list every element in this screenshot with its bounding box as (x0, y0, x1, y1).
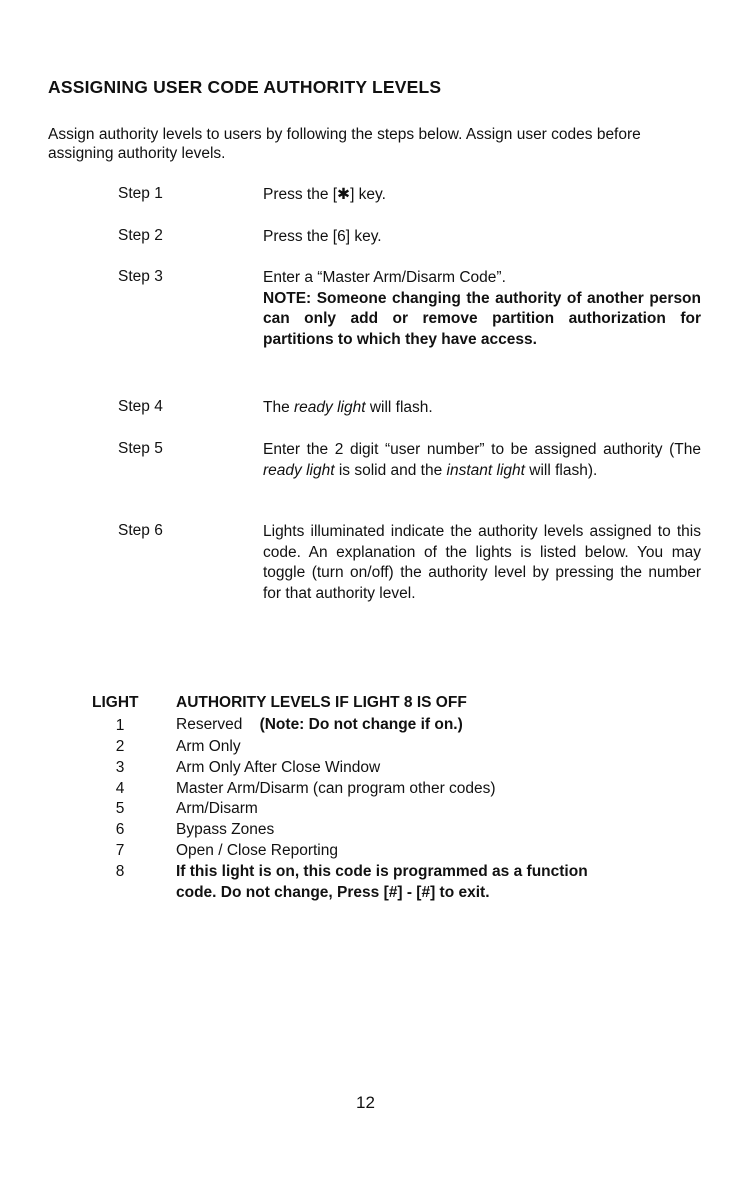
step-5-text-c: will flash). (524, 461, 598, 479)
light-number: 3 (115, 759, 125, 776)
light-column-header: LIGHT (92, 694, 139, 711)
step-5-ready-light: ready light (263, 461, 335, 479)
step-6-label: Step 6 (118, 522, 163, 539)
light-description (176, 715, 636, 736)
step-5-text-a: Enter the 2 digit “user number” to be assigned authority (The (263, 441, 701, 458)
step-2-text: Press the [6] key. (263, 228, 382, 245)
light-number: 1 (115, 717, 125, 734)
step-5-instant-light: instant light (446, 461, 525, 479)
step-5-content (263, 440, 701, 481)
light-note: (Note: Do not change if on.) (259, 716, 463, 733)
step-5-text-b: is solid and the (334, 461, 447, 479)
light-number: 5 (115, 800, 125, 817)
step-5-label: Step 5 (118, 440, 163, 457)
step-4-ready-light: ready light (294, 399, 366, 416)
step-3-content (263, 268, 701, 350)
step-4-text-a: The (263, 399, 295, 416)
light-description: Arm/Disarm (176, 800, 258, 817)
light-number: 2 (115, 738, 125, 755)
page-number: 12 (356, 1093, 375, 1112)
authority-column-header: AUTHORITY LEVELS IF LIGHT 8 IS OFF (176, 694, 467, 711)
page-title: ASSIGNING USER CODE AUTHORITY LEVELS (48, 77, 442, 97)
light-description: Open / Close Reporting (176, 842, 338, 859)
step-4-content (263, 398, 701, 419)
step-6-text: Lights illuminated indicate the authority levels assigned to this code. An explanation of the lights is listed below. You may toggle (turn on/off) the authority level by pressing the number for that authority level. (263, 523, 701, 602)
light-desc-text: Reserved (176, 716, 243, 733)
light-number: 4 (115, 780, 125, 797)
step-4-label: Step 4 (118, 398, 163, 415)
light-description: Arm Only (176, 738, 241, 755)
step-2-label: Step 2 (118, 227, 163, 244)
light-number: 7 (115, 842, 125, 859)
step-3-label: Step 3 (118, 268, 163, 285)
step-3-text: Enter a “Master Arm/Disarm Code”. (263, 269, 506, 286)
step-1-label: Step 1 (118, 185, 163, 202)
light-description: Arm Only After Close Window (176, 759, 381, 776)
light-description: Master Arm/Disarm (can program other codes) (176, 780, 496, 797)
step-3-note: NOTE: Someone changing the authority of another person can only add or remove partition authorization for partitions to which they have access. (263, 289, 701, 348)
step-1-text: Press the [✱] key. (263, 186, 386, 203)
step-4-text-b: will flash. (365, 399, 433, 416)
light-description: If this light is on, this code is programmed as a function code. Do not change, Press [#] - [#] to exit. (176, 863, 588, 901)
light-number: 8 (115, 863, 125, 880)
light-number: 6 (115, 821, 125, 838)
light-description: Bypass Zones (176, 821, 275, 838)
intro-paragraph: Assign authority levels to users by following the steps below. Assign user codes before assigning authority levels. (48, 126, 641, 162)
